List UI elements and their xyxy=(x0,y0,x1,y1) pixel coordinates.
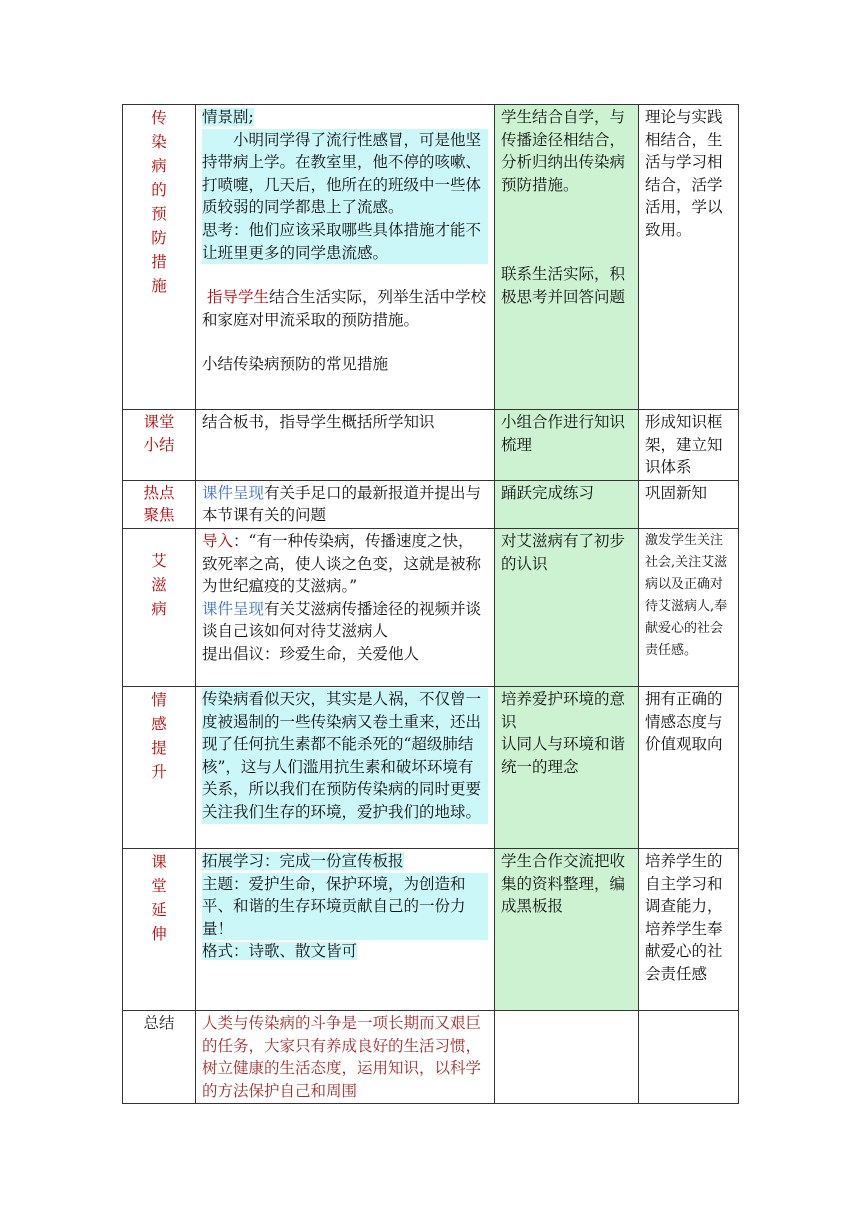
courseware-lead: 课件呈现 xyxy=(202,483,265,502)
teacher-activity-text: 结合板书，指导学生概括所学知识 xyxy=(202,413,435,431)
intro-text: ：“有一种传染病，传播速度之快，致死率之高，使人谈之色变，这就是被称为世纪瘟疫的艾滋病。” xyxy=(202,531,482,596)
stage-label: 热点聚焦 xyxy=(143,483,175,525)
teacher-activity-cell xyxy=(196,528,495,686)
design-intent-text: 形成知识框架，建立知识体系 xyxy=(645,413,723,477)
design-intent-text: 理论与实践相结合，生活与学习相结合，活学活用，学以致用。 xyxy=(645,108,723,239)
stage-label: 情感提升 xyxy=(151,690,167,781)
extension-format: 格式：诗歌、散文皆可 xyxy=(202,942,358,961)
stage-cell xyxy=(123,848,196,1010)
design-intent-cell xyxy=(639,480,739,528)
teacher-activity-cell xyxy=(196,480,495,528)
stage-cell xyxy=(123,528,196,686)
extension-task: 拓展学习：完成一份宣传板报 xyxy=(202,851,404,870)
student-activity-text: 踊跃完成练习 xyxy=(501,483,595,502)
stage-cell xyxy=(123,105,196,410)
design-intent-cell xyxy=(639,410,739,481)
scenario-title: 情景剧; xyxy=(202,108,254,126)
table-row xyxy=(123,686,739,848)
teacher-activity-text: 传染病看似天灾，其实是人祸，不仅曾一度被遏制的一些传染病又卷土重来，还出现了任何抗生素都不能杀死的“超级肺结核”，这与人们滥用抗生素和破坏环境有关系，所以我们在预防传染病的同时更要关注我们生存的环境，爱护我们的地球。 xyxy=(202,688,488,824)
courseware-lead: 课件呈现 xyxy=(202,599,265,618)
teacher-activity-cell xyxy=(196,686,495,848)
student-activity-cell xyxy=(495,105,639,410)
guide-lead: 指导学生 xyxy=(206,288,269,307)
table-row xyxy=(123,1010,739,1103)
student-activity-cell xyxy=(495,410,639,481)
design-intent-cell xyxy=(639,1010,739,1103)
design-intent-cell xyxy=(639,848,739,1010)
student-activity-b: 联系生活实际，积极思考并回答问题 xyxy=(501,265,626,306)
student-activity-cell xyxy=(495,848,639,1010)
stage-label: 总结 xyxy=(143,1013,175,1032)
table-row xyxy=(123,105,739,410)
student-activity-a: 培养爱护环境的意识 xyxy=(501,689,626,731)
student-activity-text: 小组合作进行知识梳理 xyxy=(501,413,626,454)
scenario-question: 思考：他们应该采取哪些具体措施才能不让班里更多的同学患流感。 xyxy=(202,219,488,264)
summary-text: 小结传染病预防的常见措施 xyxy=(202,355,389,374)
stage-label: 传染病的预防措施 xyxy=(151,109,167,295)
design-intent-text: 培养学生的自主学习和调查能力，培养学生奉献爱心的社会责任感 xyxy=(645,851,723,983)
stage-label: 课堂延伸 xyxy=(151,852,167,943)
stage-cell xyxy=(123,686,196,848)
table-row xyxy=(123,528,739,686)
guide-text: 结合生活实际，列举生活中学校和家庭对甲流采取的预防措施。 xyxy=(202,288,486,329)
intro-lead: 导入 xyxy=(202,531,234,550)
teacher-activity-cell xyxy=(196,105,495,410)
student-activity-b: 认同人与环境和谐统一的理念 xyxy=(501,735,626,776)
student-activity-cell xyxy=(495,480,639,528)
stage-cell xyxy=(123,480,196,528)
proposal-text: 提出倡议：珍爱生命，关爱他人 xyxy=(202,644,420,663)
table-row xyxy=(123,480,739,528)
teacher-activity-cell xyxy=(196,848,495,1010)
lesson-plan-table xyxy=(122,104,739,1104)
design-intent-text: 拥有正确的情感态度与价值观取向 xyxy=(645,689,723,754)
scenario-story: 小明同学得了流行性感冒，可是他坚持带病上学。在教室里，他不停的咳嗽、打喷嚏，几天后，他所在的班级中一些体质较弱的同学都患上了流感。 xyxy=(202,129,488,219)
design-intent-text: 巩固新知 xyxy=(645,483,708,502)
student-activity-cell xyxy=(495,686,639,848)
design-intent-cell xyxy=(639,686,739,848)
student-activity-cell xyxy=(495,1010,639,1103)
student-activity-cell xyxy=(495,528,639,686)
stage-cell xyxy=(123,410,196,481)
stage-label: 艾滋病 xyxy=(151,551,167,618)
student-activity-text: 学生合作交流把收集的资料整理，编成黑板报 xyxy=(501,851,626,916)
teacher-activity-text: 人类与传染病的斗争是一项长期而又艰巨的任务，大家只有养成良好的生活习惯，树立健康的生活态度，运用知识，以科学的方法保护自己和周围 xyxy=(202,1013,482,1100)
stage-cell xyxy=(123,1010,196,1103)
design-intent-cell xyxy=(639,105,739,410)
table-row xyxy=(123,848,739,1010)
stage-label: 课堂小结 xyxy=(143,413,175,454)
teacher-activity-cell xyxy=(196,1010,495,1103)
extension-theme: 主题：爱护生命，保护环境，为创造和平、和谐的生存环境贡献自己的一份力量！ xyxy=(202,873,488,941)
student-activity-text: 对艾滋病有了初步的认识 xyxy=(501,531,626,573)
video-text: 有关艾滋病传播途径的视频并谈谈自己该如何对待艾滋病人 xyxy=(202,599,482,641)
teacher-activity-text: 有关手足口的最新报道并提出与本节课有关的问题 xyxy=(202,483,482,525)
table-row xyxy=(123,410,739,481)
student-activity-a: 学生结合自学，与传播途径相结合，分析归纳出传染病预防措施。 xyxy=(501,108,626,194)
teacher-activity-cell xyxy=(196,410,495,481)
design-intent-text: 激发学生关注社会,关注艾滋病以及正确对待艾滋病人,奉献爱心的社会责任感。 xyxy=(645,532,728,658)
design-intent-cell xyxy=(639,528,739,686)
